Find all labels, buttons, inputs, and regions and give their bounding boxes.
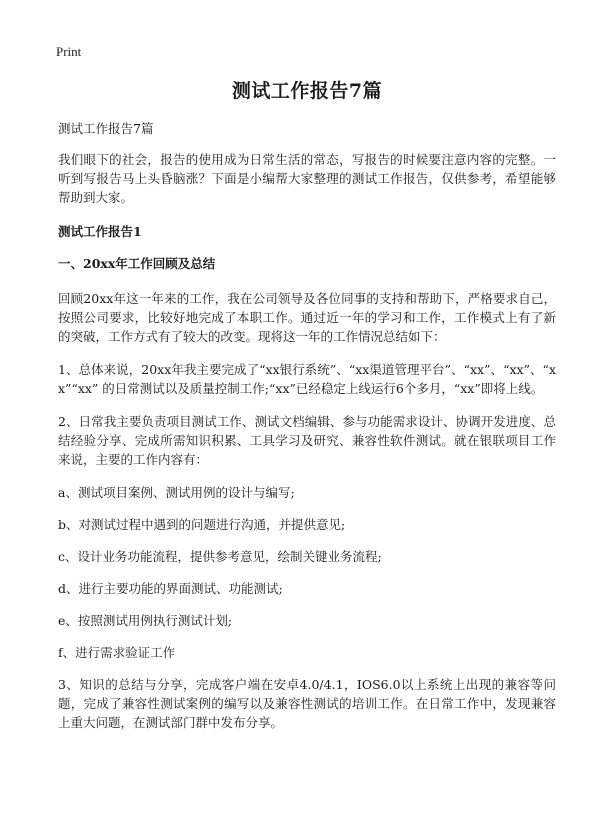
list-item: e、按照测试用例执行测试计划;	[58, 613, 233, 628]
print-label: Print	[56, 44, 82, 59]
body-paragraph: 2、日常我主要负责项目测试工作、测试文档编辑、参与功能需求设计、协调开发进度、总结经验分享、完成所需知识积累、工具学习及研究、兼容性软件测试。就在银联项目工作来说，主要的工作内容有：	[58, 414, 556, 467]
intro-paragraph: 我们眼下的社会，报告的使用成为日常生活的常态，写报告的时候要注意内容的完整。一听到写报告马上头昏脑涨？下面是小编帮大家整理的测试工作报告，仅供参考，希望能够帮助到大家。	[58, 152, 556, 205]
document-title: 测试工作报告7篇	[231, 80, 383, 102]
document-subtitle: 测试工作报告7篇	[58, 121, 154, 136]
sub-heading: 一、20xx年工作回顾及总结	[58, 256, 216, 271]
list-item: f、进行需求验证工作	[58, 645, 176, 660]
list-item: d、进行主要功能的界面测试、功能测试;	[58, 581, 283, 596]
body-paragraph: 回顾20xx年这一年来的工作，我在公司领导及各位同事的支持和帮助下，严格要求自己，按照公司要求，比较好地完成了本职工作。通过近一年的学习和工作，工作模式上有了新的突破，工作方式有了较大的改变。现将这一年的工作情况总结如下：	[58, 291, 556, 344]
closing-paragraph: 3、知识的总结与分享，完成客户端在安卓4.0/4.1，IOS6.0以上系统上出现的兼容等问题，完成了兼容性测试案例的编写以及兼容性测试的培训工作。在日常工作中，发现兼容上重大问题，在测试部门群中发布分享。	[58, 677, 556, 730]
list-item: c、设计业务功能流程，提供参考意见，绘制关键业务流程;	[58, 549, 382, 564]
body-paragraph: 1、总体来说，20xx年我主要完成了“xx银行系统”、“xx渠道管理平台”、“xx”、“xx”、“xx”“xx” 的日常测试以及质量控制工作;“xx”已经稳定上线运行6个多月，“xx”即将上线。	[58, 362, 556, 396]
section-heading: 测试工作报告1	[58, 224, 142, 239]
list-item: b、对测试过程中遇到的问题进行沟通，并提供意见;	[58, 517, 346, 532]
list-item: a、测试项目案例、测试用例的设计与编写;	[58, 485, 295, 500]
